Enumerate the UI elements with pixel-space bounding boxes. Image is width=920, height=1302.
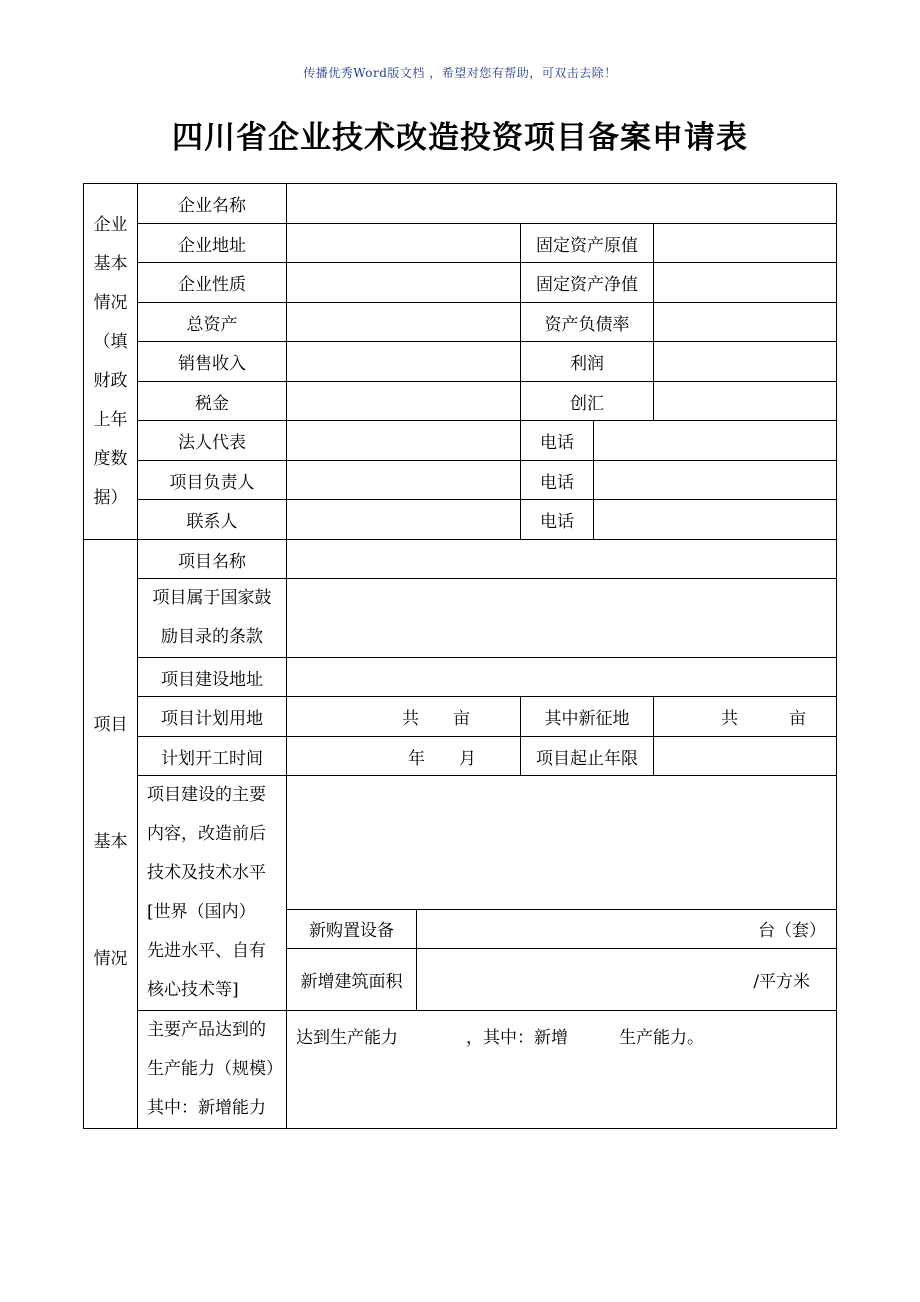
project-lead-phone-field[interactable] — [594, 461, 837, 500]
label-profit: 利润 — [521, 342, 654, 382]
label-new-building-area: 新增建筑面积 — [287, 949, 417, 1011]
fixed-asset-original-field[interactable] — [654, 224, 837, 263]
forex-field[interactable] — [654, 382, 837, 421]
capacity-label-line: 生产能力（规模） — [147, 1059, 283, 1079]
fixed-asset-net-field[interactable] — [654, 263, 837, 303]
contact-field[interactable] — [287, 500, 521, 540]
main-content-line: 先进水平、自有 — [147, 941, 266, 961]
label-capacity — [138, 1011, 287, 1129]
legal-rep-field[interactable] — [287, 421, 521, 461]
label-start-time: 计划开工时间 — [138, 737, 287, 776]
label-total-assets: 总资产 — [138, 303, 287, 342]
encouraged-catalog-field[interactable] — [287, 579, 837, 658]
contact-phone-field[interactable] — [594, 500, 837, 540]
label-fixed-asset-original: 固定资产原值 — [521, 224, 654, 263]
label-project-lead: 项目负责人 — [138, 461, 287, 500]
label-phone: 电话 — [521, 500, 594, 540]
start-time-field[interactable]: 年 月 — [287, 737, 521, 776]
main-content-line: 内容，改造前后 — [147, 824, 266, 844]
planned-land-field[interactable]: 共 亩 — [287, 697, 521, 737]
filing-form-table — [83, 183, 837, 1129]
label-fixed-asset-net: 固定资产净值 — [521, 263, 654, 303]
catalog-line: 项目属于国家鼓 — [152, 588, 272, 608]
section1-line: 上年 — [93, 409, 128, 430]
capacity-label-line: 其中：新增能力 — [147, 1098, 266, 1118]
label-legal-rep: 法人代表 — [138, 421, 287, 461]
section2-word: 项目 — [93, 715, 128, 735]
catalog-line: 励目录的条款 — [161, 627, 263, 647]
company-name-field[interactable] — [287, 184, 837, 224]
new-land-field[interactable]: 共 亩 — [654, 697, 837, 737]
label-forex: 创汇 — [521, 382, 654, 421]
label-planned-land: 项目计划用地 — [138, 697, 287, 737]
banner-note: 传播优秀Word版文档 ，希望对您有帮助，可双击去除！ — [303, 66, 617, 80]
label-phone: 电话 — [521, 421, 594, 461]
section1-line: 情况 — [93, 292, 128, 313]
project-lead-field[interactable] — [287, 461, 521, 500]
section1-line: 据） — [93, 487, 128, 508]
label-phone: 电话 — [521, 461, 594, 500]
label-debt-ratio: 资产负债率 — [521, 303, 654, 342]
capacity-field[interactable]: 达到生产能力 ，其中：新增 生产能力。 — [287, 1011, 837, 1129]
label-tax: 税金 — [138, 382, 287, 421]
label-project-name: 项目名称 — [138, 540, 287, 579]
section1-line: （填 — [93, 331, 128, 352]
main-content-field[interactable] — [287, 776, 837, 910]
legal-rep-phone-field[interactable] — [594, 421, 837, 461]
label-duration: 项目起止年限 — [521, 737, 654, 776]
main-content-line: [世界（国内） — [147, 902, 256, 922]
main-content-line: 核心技术等] — [147, 980, 239, 1000]
label-company-address: 企业地址 — [138, 224, 287, 263]
profit-field[interactable] — [654, 342, 837, 382]
duration-field[interactable] — [654, 737, 837, 776]
total-assets-field[interactable] — [287, 303, 521, 342]
label-build-address: 项目建设地址 — [138, 658, 287, 697]
new-building-area-field[interactable]: /平方米 — [417, 949, 837, 1011]
section1-line: 财政 — [93, 370, 128, 391]
main-content-line: 项目建设的主要 — [147, 785, 266, 805]
tax-field[interactable] — [287, 382, 521, 421]
label-sales-revenue: 销售收入 — [138, 342, 287, 382]
build-address-field[interactable] — [287, 658, 837, 697]
section2-word: 基本 — [93, 832, 128, 852]
new-equipment-field[interactable]: 台（套） — [417, 909, 837, 949]
page-title: 四川省企业技术改造投资项目备案申请表 — [172, 120, 748, 156]
label-main-content — [138, 776, 287, 1011]
sales-revenue-field[interactable] — [287, 342, 521, 382]
capacity-label-line: 主要产品达到的 — [147, 1020, 266, 1040]
section-company-label — [84, 184, 138, 540]
label-contact: 联系人 — [138, 500, 287, 540]
label-company-nature: 企业性质 — [138, 263, 287, 303]
section2-word: 情况 — [93, 949, 128, 969]
label-new-land: 其中新征地 — [521, 697, 654, 737]
debt-ratio-field[interactable] — [654, 303, 837, 342]
main-content-line: 技术及技术水平 — [147, 863, 266, 883]
section1-line: 企业 — [93, 214, 128, 235]
project-name-field[interactable] — [287, 540, 837, 579]
label-company-name: 企业名称 — [138, 184, 287, 224]
section-project-label — [84, 540, 138, 1129]
section1-line: 基本 — [93, 253, 128, 274]
label-encouraged-catalog — [138, 579, 287, 658]
section1-line: 度数 — [93, 448, 128, 469]
label-new-equipment: 新购置设备 — [287, 909, 417, 949]
company-nature-field[interactable] — [287, 263, 521, 303]
company-address-field[interactable] — [287, 224, 521, 263]
